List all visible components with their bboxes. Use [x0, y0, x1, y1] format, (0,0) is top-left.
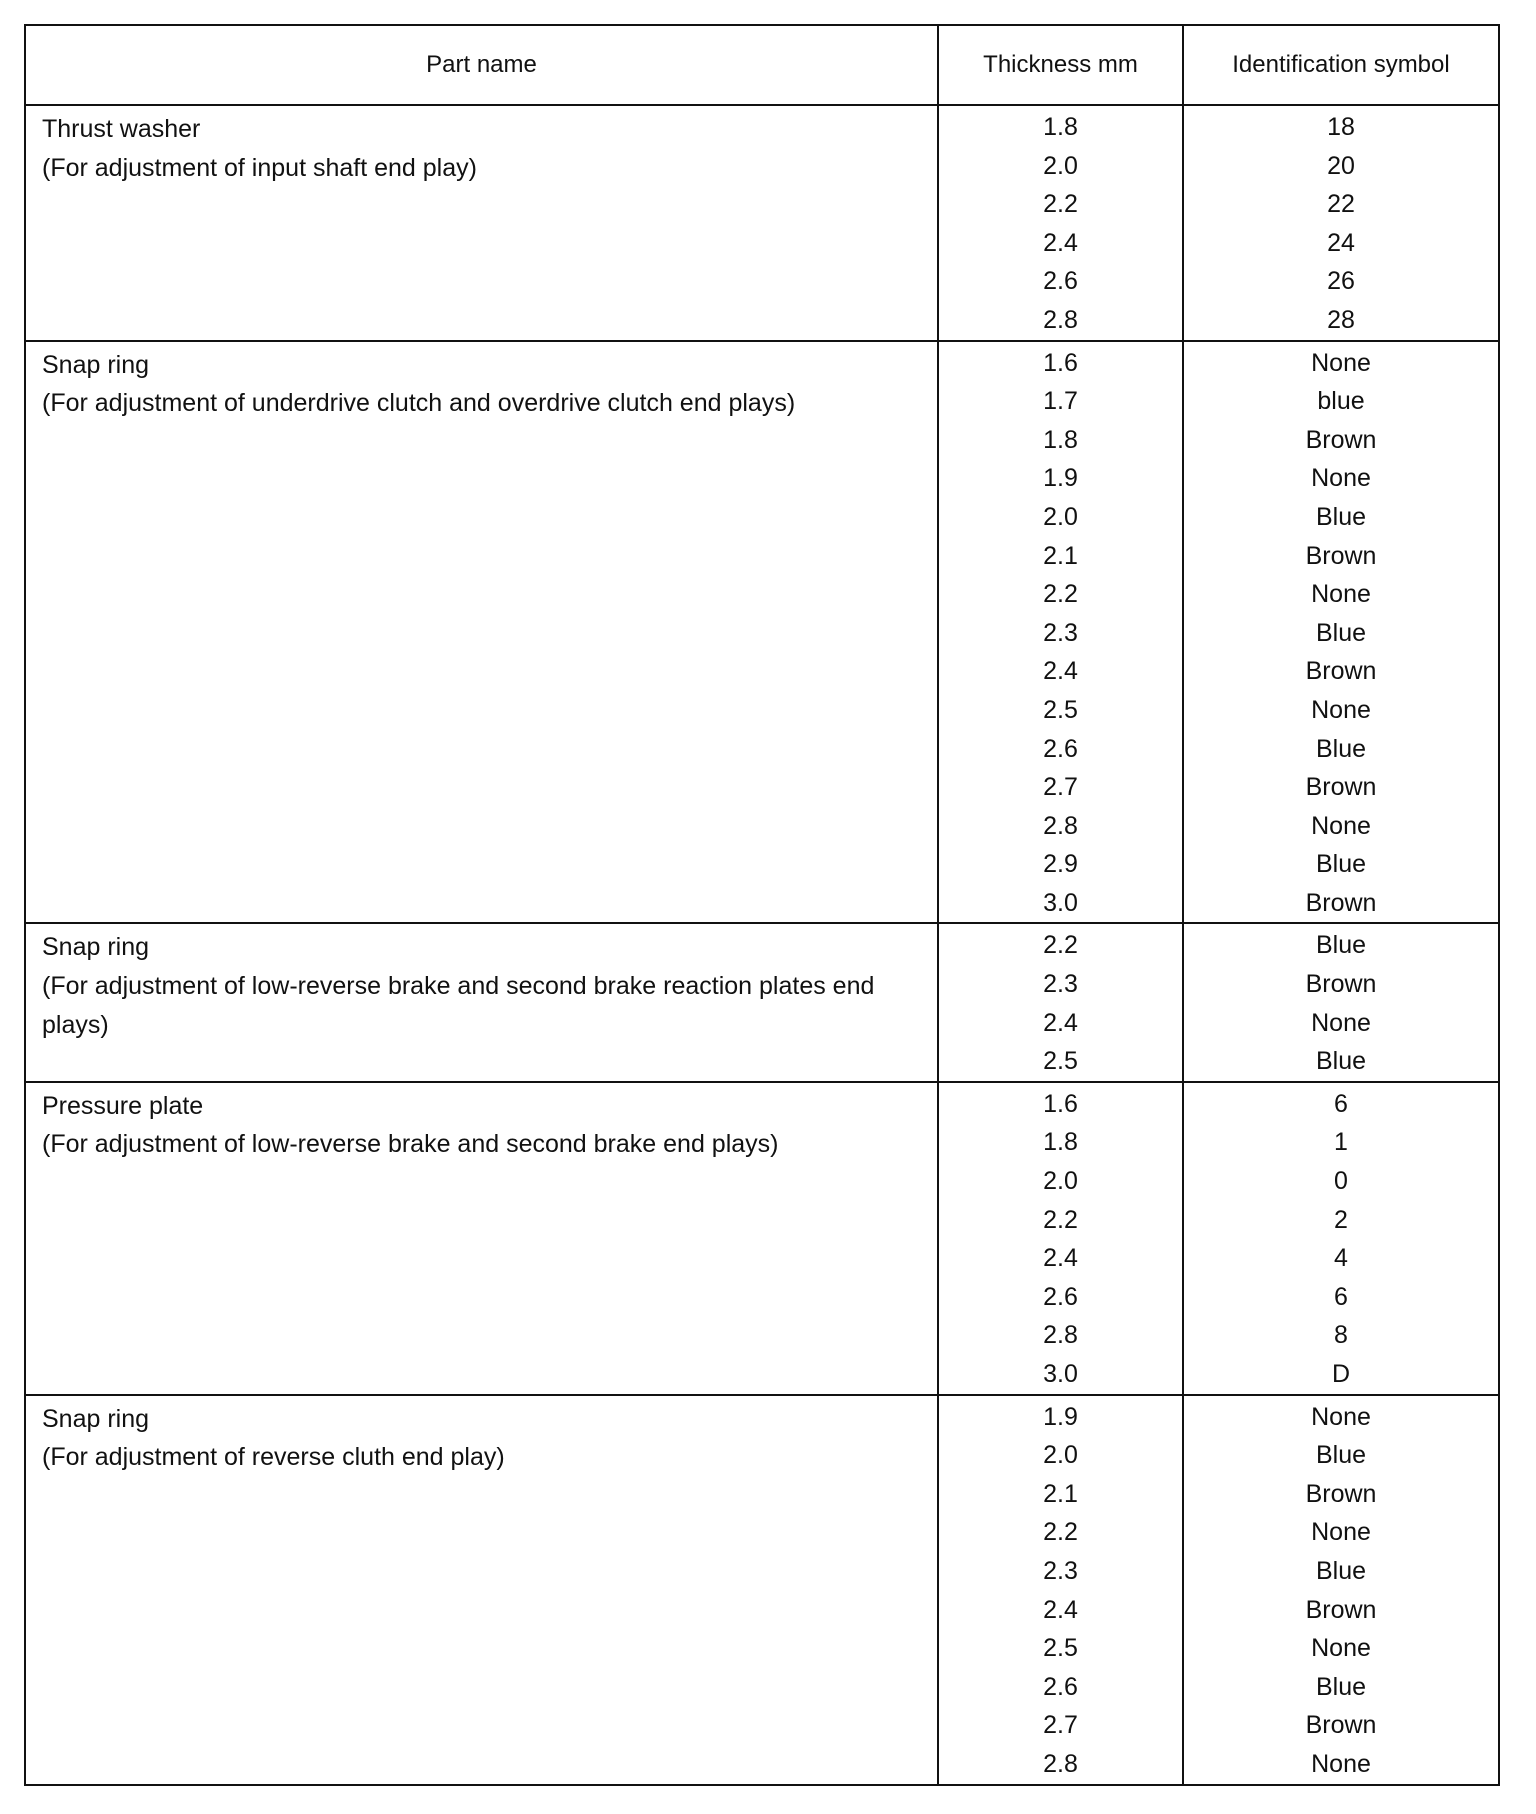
identification-symbol-value: None [1311, 348, 1371, 377]
identification-symbol-list [1184, 1083, 1498, 1394]
identification-symbol-value: Brown [1305, 970, 1377, 999]
thickness-value: 2.3 [1043, 1556, 1078, 1585]
thickness-value: 2.8 [1043, 1321, 1078, 1350]
thickness-value: 2.5 [1043, 695, 1078, 724]
part-name: Snap ring [42, 933, 150, 962]
table-row [25, 105, 1499, 341]
thickness-value: 2.1 [1043, 541, 1078, 570]
identification-symbol-value: 20 [1327, 151, 1355, 180]
thickness-value: 1.7 [1043, 387, 1078, 416]
identification-symbol-value: Brown [1305, 1479, 1377, 1508]
thickness-value: 2.7 [1043, 773, 1078, 802]
part-cell [25, 1395, 938, 1785]
thickness-value: 1.9 [1043, 464, 1078, 493]
part-name: Pressure plate [42, 1091, 204, 1120]
thickness-value: 2.0 [1043, 1441, 1078, 1470]
identification-symbol-list [1184, 342, 1498, 923]
thickness-value: 2.6 [1043, 734, 1078, 763]
column-header-identification-symbol: Identification symbol [1183, 25, 1499, 105]
thickness-cell [938, 105, 1183, 341]
thickness-cell [938, 341, 1183, 924]
identification-symbol-value: Blue [1315, 618, 1367, 647]
thickness-value: 2.3 [1043, 970, 1078, 999]
thickness-value: 2.2 [1043, 1518, 1078, 1547]
thickness-list [939, 924, 1182, 1080]
identification-symbol-value: Brown [1305, 1595, 1377, 1624]
identification-symbol-value: 0 [1334, 1167, 1348, 1196]
thickness-value: 3.0 [1043, 888, 1078, 917]
identification-symbol-value: Brown [1305, 1711, 1377, 1740]
part-name: Snap ring [42, 1404, 150, 1433]
table-row [25, 923, 1499, 1081]
thickness-value: 2.0 [1043, 151, 1078, 180]
identification-symbol-value: Blue [1315, 1556, 1367, 1585]
table-row [25, 1395, 1499, 1785]
thickness-value: 2.0 [1043, 1167, 1078, 1196]
identification-symbol-value: 6 [1334, 1282, 1348, 1311]
thickness-value: 1.8 [1043, 425, 1078, 454]
thickness-value: 2.4 [1043, 228, 1078, 257]
identification-symbol-value: None [1311, 695, 1371, 724]
thickness-value: 1.6 [1043, 1089, 1078, 1118]
identification-symbol-value: Brown [1305, 888, 1377, 917]
spec-table [24, 24, 1500, 1786]
identification-symbol-value: Brown [1305, 773, 1377, 802]
thickness-cell [938, 923, 1183, 1081]
thickness-value: 2.8 [1043, 811, 1078, 840]
symbol-cell [1183, 1082, 1499, 1395]
identification-symbol-value: None [1311, 1518, 1371, 1547]
identification-symbol-value: 4 [1334, 1244, 1348, 1273]
identification-symbol-value: 18 [1327, 113, 1355, 141]
thickness-value: 2.5 [1043, 1047, 1078, 1076]
identification-symbol-value: Brown [1305, 541, 1377, 570]
part-cell [25, 1082, 938, 1395]
identification-symbol-value: Blue [1315, 931, 1367, 960]
thickness-value: 2.4 [1043, 657, 1078, 686]
header-row [25, 25, 1499, 105]
identification-symbol-value: Blue [1315, 850, 1367, 879]
thickness-value: 2.7 [1043, 1711, 1078, 1740]
thickness-value: 2.5 [1043, 1634, 1078, 1663]
identification-symbol-value: None [1311, 464, 1371, 493]
identification-symbol-value: Brown [1305, 425, 1377, 454]
thickness-list [939, 1083, 1182, 1394]
table-row [25, 1082, 1499, 1395]
thickness-list [939, 342, 1182, 923]
identification-symbol-value: 8 [1334, 1321, 1348, 1350]
identification-symbol-value: 2 [1334, 1205, 1348, 1234]
thickness-value: 2.0 [1043, 502, 1078, 531]
thickness-value: 2.9 [1043, 850, 1078, 879]
thickness-value: 2.2 [1043, 1205, 1078, 1234]
thickness-value: 1.8 [1043, 1128, 1078, 1157]
thickness-value: 3.0 [1043, 1360, 1078, 1388]
identification-symbol-value: 28 [1327, 305, 1355, 334]
thickness-cell [938, 1082, 1183, 1395]
thickness-value: 1.6 [1043, 348, 1078, 377]
thickness-value: 2.4 [1043, 1595, 1078, 1624]
table-body [25, 105, 1499, 1785]
identification-symbol-value: 26 [1327, 267, 1355, 296]
part-cell [25, 105, 938, 341]
identification-symbol-value: None [1311, 1749, 1371, 1778]
identification-symbol-value: blue [1317, 387, 1365, 416]
identification-symbol-value: D [1331, 1360, 1351, 1388]
identification-symbol-value: 24 [1327, 228, 1355, 257]
identification-symbol-value: Blue [1315, 1047, 1367, 1076]
column-header-thickness: Thickness mm [938, 25, 1183, 105]
identification-symbol-value: None [1311, 1634, 1371, 1663]
thickness-value: 2.8 [1043, 305, 1078, 334]
thickness-value: 2.6 [1043, 1672, 1078, 1701]
thickness-value: 2.6 [1043, 267, 1078, 296]
identification-symbol-list [1184, 1396, 1498, 1784]
identification-symbol-value: Blue [1315, 502, 1367, 531]
identification-symbol-value: Blue [1315, 1441, 1367, 1470]
thickness-value: 1.9 [1043, 1402, 1078, 1431]
part-description: (For adjustment of underdrive clutch and overdrive clutch end plays) [42, 389, 796, 418]
part-cell [25, 341, 938, 924]
symbol-cell [1183, 923, 1499, 1081]
symbol-cell [1183, 1395, 1499, 1785]
identification-symbol-value: 22 [1327, 190, 1355, 219]
thickness-value: 2.6 [1043, 1282, 1078, 1311]
column-header-part-name: Part name [25, 25, 938, 105]
symbol-cell [1183, 341, 1499, 924]
identification-symbol-value: Brown [1305, 657, 1377, 686]
part-description: (For adjustment of low-reverse brake and second brake end plays) [42, 1130, 779, 1159]
thickness-value: 2.2 [1043, 190, 1078, 219]
part-description: (For adjustment of low-reverse brake and second brake reaction plates end plays) [42, 972, 875, 1039]
identification-symbol-list [1184, 924, 1498, 1080]
identification-symbol-value: None [1311, 811, 1371, 840]
thickness-value: 1.8 [1043, 113, 1078, 141]
thickness-value: 2.1 [1043, 1479, 1078, 1508]
identification-symbol-value: 6 [1334, 1089, 1348, 1118]
part-description: (For adjustment of reverse cluth end play) [42, 1443, 505, 1472]
thickness-value: 2.2 [1043, 931, 1078, 960]
part-name: Snap ring [42, 350, 150, 379]
part-name: Thrust washer [42, 115, 201, 143]
part-cell [25, 923, 938, 1081]
thickness-value: 2.2 [1043, 580, 1078, 609]
identification-symbol-value: Blue [1315, 1672, 1367, 1701]
identification-symbol-value: Blue [1315, 734, 1367, 763]
symbol-cell [1183, 105, 1499, 341]
identification-symbol-value: None [1311, 1008, 1371, 1037]
identification-symbol-value: None [1311, 580, 1371, 609]
identification-symbol-list [1184, 106, 1498, 340]
thickness-list [939, 1396, 1182, 1784]
thickness-value: 2.4 [1043, 1244, 1078, 1273]
thickness-list [939, 106, 1182, 340]
identification-symbol-value: None [1311, 1402, 1371, 1431]
table-row [25, 341, 1499, 924]
identification-symbol-value: 1 [1334, 1128, 1348, 1157]
thickness-cell [938, 1395, 1183, 1785]
thickness-value: 2.3 [1043, 618, 1078, 647]
thickness-value: 2.8 [1043, 1749, 1078, 1778]
thickness-value: 2.4 [1043, 1008, 1078, 1037]
part-description: (For adjustment of input shaft end play) [42, 153, 477, 182]
